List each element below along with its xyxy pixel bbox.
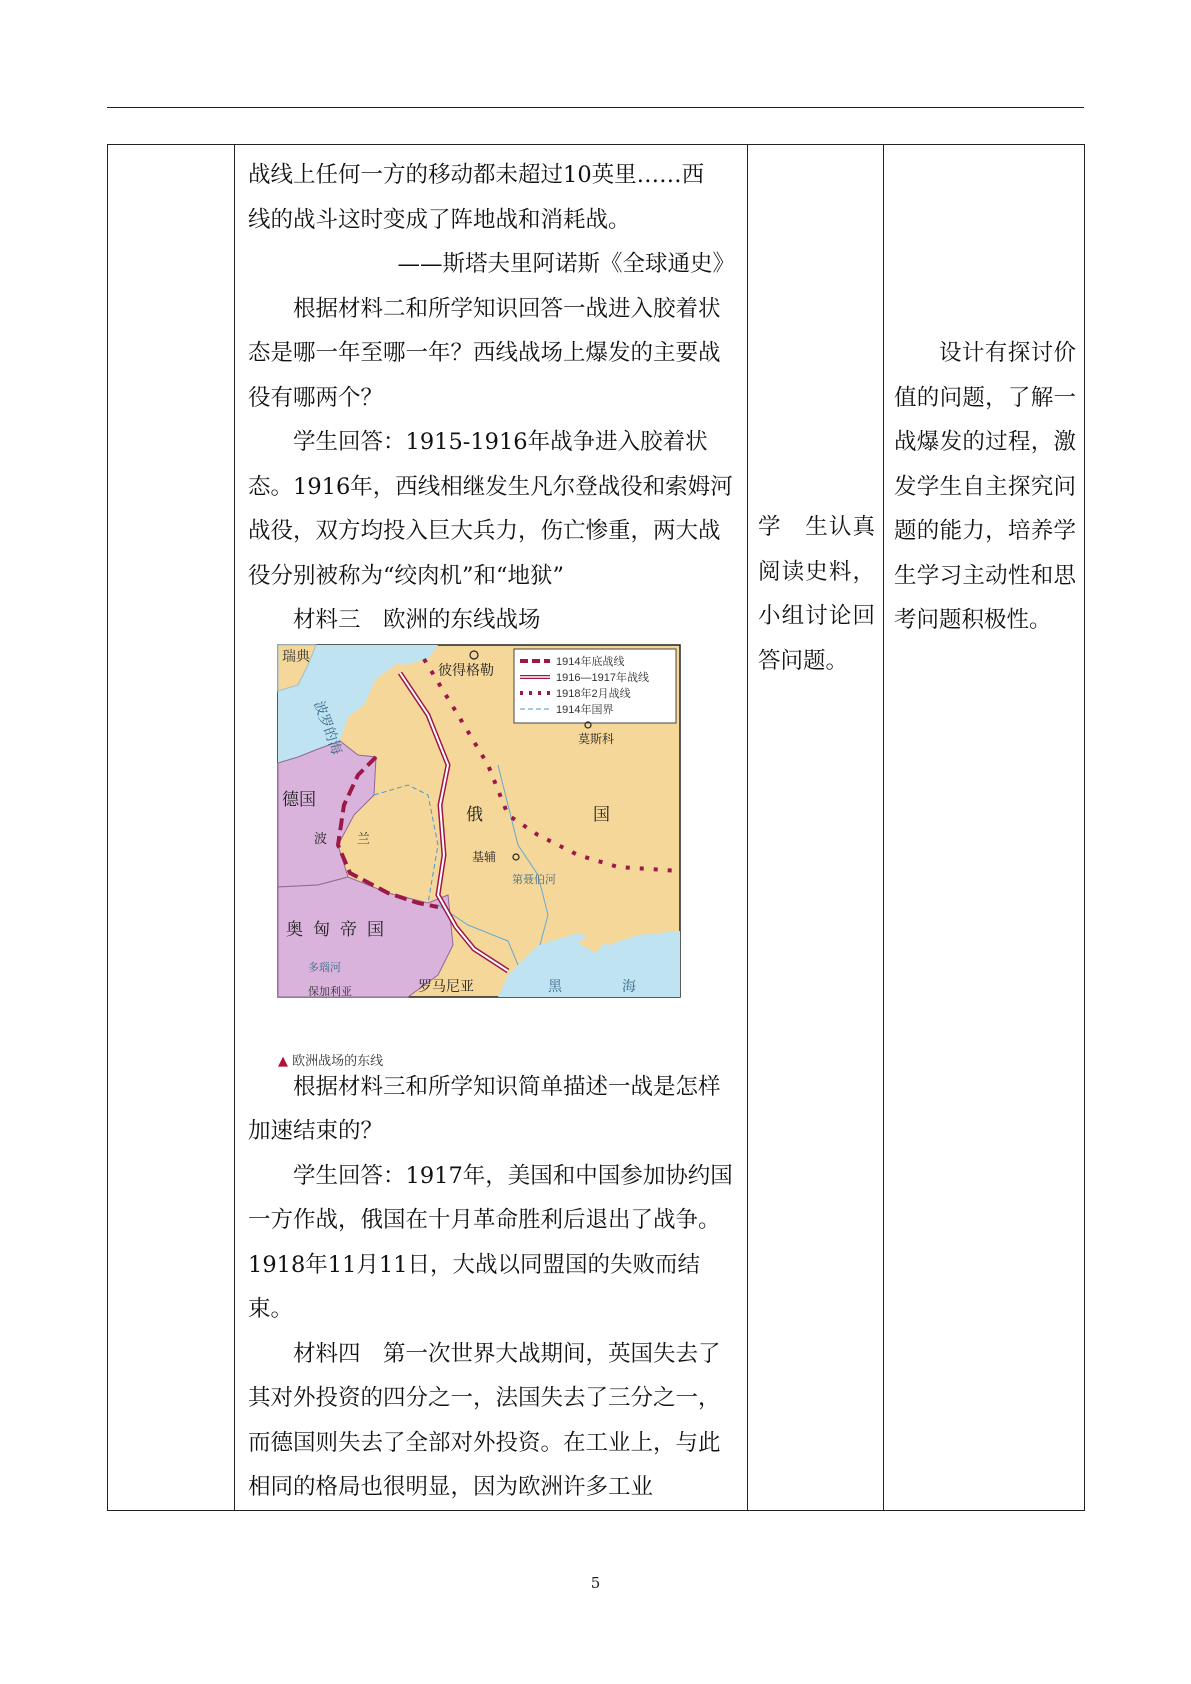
question-3: 根据材料三和所学知识简单描述一战是怎样加速结束的？ — [248, 1073, 721, 1144]
question-2: 根据材料二和所学知识回答一战进入胶着状态是哪一年至哪一年？西线战场上爆发的主要战役有哪两个？ — [248, 295, 721, 411]
map-caption-text: 欧洲战场的东线 — [292, 1053, 384, 1069]
baltic-label: 波罗的海 — [310, 698, 344, 757]
design-intent-cell — [884, 145, 1085, 1511]
material2-tail-line2: 线的战斗这时变成了阵地战和消耗战。 — [248, 206, 631, 233]
map-caption — [278, 1040, 383, 1085]
answer-2: 学生回答：1915-1916年战争进入胶着状态。1916年，西线相继发生凡尔登战役和索姆河战役，双方均投入巨大兵力，伤亡惨重，两大战役分别被称为“绞肉机”和“地狱” — [248, 429, 733, 589]
design-intent-text: 设计有探讨价值的问题，了解一战爆发的过程，激发学生自主探究问题的能力，培养学生学习主动性和思考问题积极性。 — [894, 340, 1076, 633]
moscow-label: 莫斯科 — [578, 731, 615, 746]
eastern-front-map — [278, 645, 720, 1069]
poland-label: 波兰 — [314, 830, 401, 846]
eastern-front-map-svg — [278, 645, 720, 998]
sweden-label: 瑞典 — [282, 649, 310, 665]
student-activity-cell — [748, 145, 884, 1511]
danube-label: 多瑙河 — [308, 961, 341, 974]
germany-label: 德国 — [282, 789, 316, 809]
petrograd-label: 彼得格勒 — [438, 663, 494, 679]
material2-source: ——斯塔夫里阿诺斯《全球通史》 — [397, 251, 735, 277]
student-activity-text: 学 生认真阅读史料，小组讨论回答问题。 — [758, 514, 875, 674]
kiev-label: 基辅 — [472, 849, 497, 864]
caption-triangle-icon: ▲ — [278, 1053, 288, 1069]
material2-tail-line1: 战线上任何一方的移动都未超过10英里……西 — [248, 162, 705, 188]
black-sea-label: 黑海 — [548, 979, 696, 995]
lesson-table — [107, 144, 1085, 1511]
answer-3: 学生回答：1917年，美国和中国参加协约国一方作战，俄国在十月革命胜利后退出了战争。1918年11月11日，大战以同盟国的失败而结束。 — [248, 1162, 733, 1322]
legend-1916-label: 1916—1917年战线 — [556, 671, 649, 684]
teaching-content-cell — [235, 145, 748, 1511]
bulgaria-label: 保加利亚 — [308, 985, 352, 998]
header-rule — [107, 107, 1084, 108]
legend-1918-label: 1918年2月战线 — [556, 687, 631, 700]
stage-cell — [108, 145, 235, 1511]
material4-text: 材料四 第一次世界大战期间，英国失去了其对外投资的四分之一，法国失去了三分之一，而德国则失去了全部对外投资。在工业上，与此相同的格局也很明显，因为欧洲许多工业 — [248, 1340, 721, 1500]
romania-label: 罗马尼亚 — [418, 979, 474, 995]
austria-label: 奥匈帝国 — [286, 919, 394, 939]
dnieper-label: 第聂伯河 — [512, 873, 556, 886]
russia-label: 俄国 — [466, 804, 720, 824]
legend-border-label: 1914年国界 — [556, 703, 614, 716]
legend-1914-label: 1914年底战线 — [556, 655, 625, 668]
page-number: 5 — [590, 1574, 601, 1592]
material3-title: 材料三 欧洲的东线战场 — [293, 607, 541, 633]
